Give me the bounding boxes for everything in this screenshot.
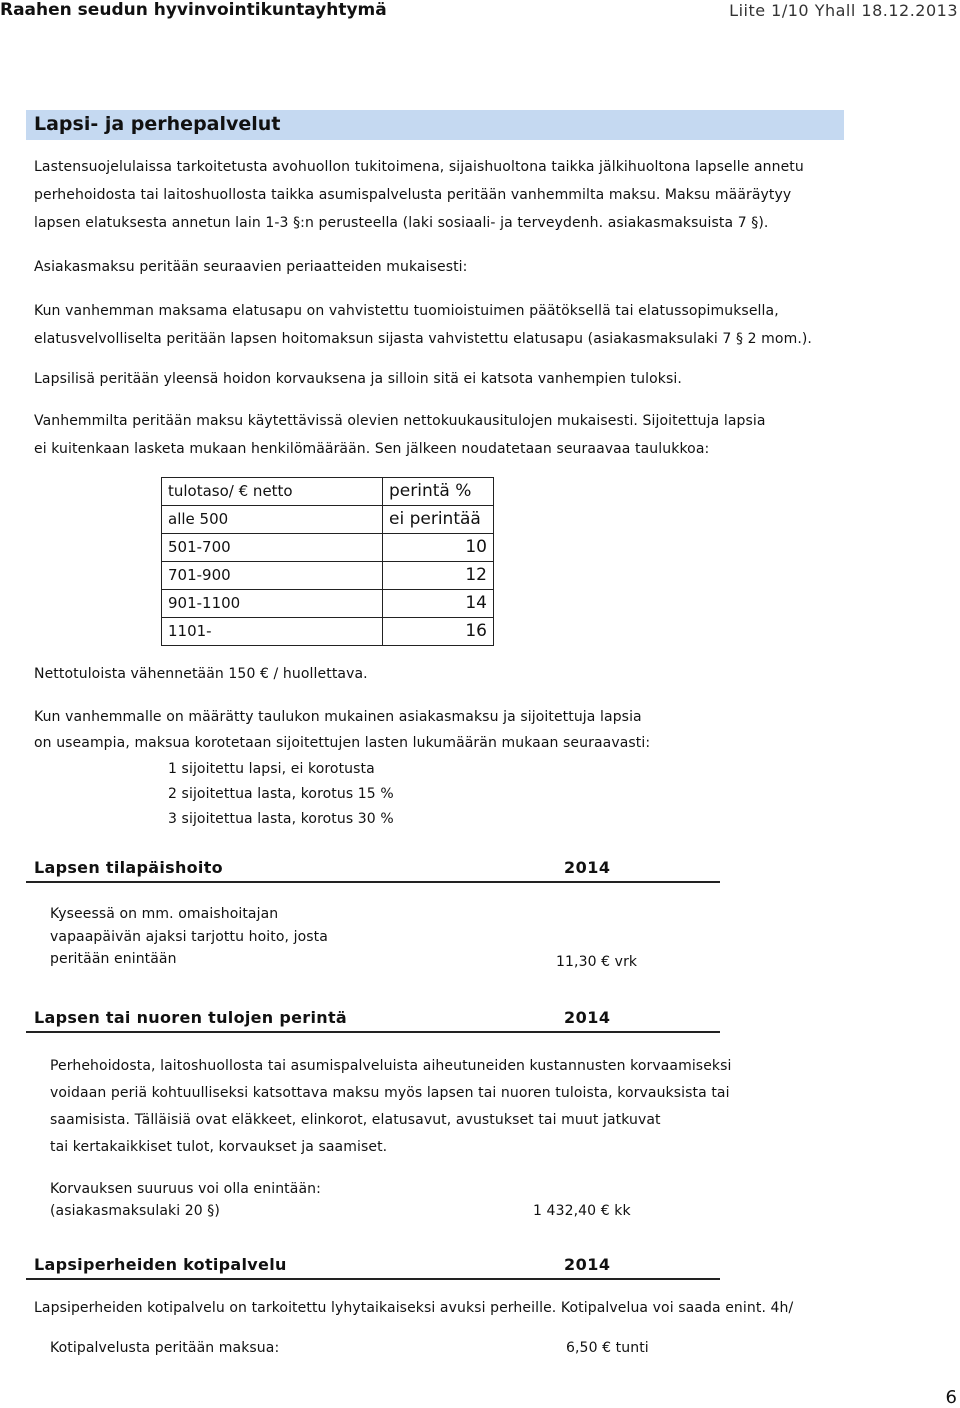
income-collection-line: tai kertakaikkiset tulot, korvaukset ja saamiset. <box>50 1139 388 1155</box>
income-collection-year: 2014 <box>564 1008 611 1027</box>
income-level: 501-700 <box>162 534 383 562</box>
deduction-text: Nettotuloista vähennetään 150 € / huollettava. <box>34 666 368 682</box>
parents-line: Vanhemmilta peritään maksu käytettävissä olevien nettokuukausitulojen mukaisesti. Sijoitettuja lapsia <box>34 413 766 429</box>
temporary-care-price: 11,30 € vrk <box>556 954 638 970</box>
home-service-fee-label: Kotipalvelusta peritään maksua: <box>50 1340 280 1356</box>
table-row <box>162 506 494 534</box>
income-collection-line: saamisista. Tälläisiä ovat eläkkeet, elinkorot, elatusavut, avustukset tai muut jatkuvat <box>50 1112 661 1128</box>
page-number: 6 <box>945 1387 957 1408</box>
section-title: Lapsi- ja perhepalvelut <box>34 113 281 135</box>
home-service-title: Lapsiperheiden kotipalvelu <box>34 1255 287 1274</box>
income-collection-line: Perhehoidosta, laitoshuollosta tai asumispalveluista aiheutuneiden kustannusten korvaamiseksi <box>50 1058 732 1074</box>
principles-text: Asiakasmaksu peritään seuraavien periaatteiden mukaisesti: <box>34 259 468 275</box>
table-row <box>162 562 494 590</box>
maintenance-line: elatusvelvolliselta peritään lapsen hoitomaksun sijasta vahvistettu elatusapu (asiakasmaksulaki 7 § 2 mom.). <box>34 331 812 347</box>
collection-rate: 12 <box>383 562 494 590</box>
table-row <box>162 534 494 562</box>
temporary-care-line: Kyseessä on mm. omaishoitajan <box>50 906 279 922</box>
collection-rate: 14 <box>383 590 494 618</box>
table-header-rate: perintä % <box>383 478 494 506</box>
maintenance-line: Kun vanhemman maksama elatusapu on vahvistettu tuomioistuimen päätöksellä tai elatussopimuksella, <box>34 303 779 319</box>
increment-item: 1 sijoitettu lapsi, ei korotusta <box>168 761 375 777</box>
table-row <box>162 590 494 618</box>
income-level: 1101- <box>162 618 383 646</box>
home-service-fee: 6,50 € tunti <box>566 1340 649 1356</box>
intro-line: perhehoidosta tai laitoshuollosta taikka asumispalvelusta peritään vanhemmilta maksu. Maksu määräytyy <box>34 187 792 203</box>
child-benefit-text: Lapsilisä peritään yleensä hoidon korvauksena ja silloin sitä ei katsota vanhempien tuloksi. <box>34 371 682 387</box>
home-service-year: 2014 <box>564 1255 611 1274</box>
collection-rate: 16 <box>383 618 494 646</box>
section-divider <box>26 881 720 883</box>
section-divider <box>26 1278 720 1280</box>
home-service-text: Lapsiperheiden kotipalvelu on tarkoitettu lyhytaikaiseksi avuksi perheille. Kotipalvelua voi saada enint. 4h/ <box>34 1300 794 1316</box>
multiple-children-line: on useampia, maksua korotetaan sijoitettujen lasten lukumäärän mukaan seuraavasti: <box>34 735 651 751</box>
income-collection-title: Lapsen tai nuoren tulojen perintä <box>34 1008 347 1027</box>
fee-table <box>161 477 494 646</box>
income-collection-line: voidaan periä kohtuulliseksi katsottava maksu myös lapsen tai nuoren tuloista, korvauksista tai <box>50 1085 730 1101</box>
temporary-care-year: 2014 <box>564 858 611 877</box>
collection-rate: 10 <box>383 534 494 562</box>
increment-item: 3 sijoitettua lasta, korotus 30 % <box>168 811 394 827</box>
table-header-row <box>162 478 494 506</box>
section-divider <box>26 1031 720 1033</box>
parents-line: ei kuitenkaan lasketa mukaan henkilömäärään. Sen jälkeen noudatetaan seuraavaa taulukkoa: <box>34 441 710 457</box>
max-compensation-amount: 1 432,40 € kk <box>533 1203 631 1219</box>
organization-name: Raahen seudun hyvinvointikuntayhtymä <box>0 0 387 20</box>
income-level: 901-1100 <box>162 590 383 618</box>
collection-rate: ei perintää <box>383 506 494 534</box>
max-compensation-line: (asiakasmaksulaki 20 §) <box>50 1203 220 1219</box>
table-row <box>162 618 494 646</box>
temporary-care-line: peritään enintään <box>50 951 177 967</box>
table-header-income: tulotaso/ € netto <box>162 478 383 506</box>
income-level: 701-900 <box>162 562 383 590</box>
temporary-care-line: vapaapäivän ajaksi tarjottu hoito, josta <box>50 929 328 945</box>
increment-item: 2 sijoitettua lasta, korotus 15 % <box>168 786 394 802</box>
attachment-reference: Liite 1/10 Yhall 18.12.2013 <box>729 1 958 20</box>
intro-line: Lastensuojelulaissa tarkoitetusta avohuollon tukitoimena, sijaishuoltona taikka jälkihuoltona lapselle annetu <box>34 159 804 175</box>
temporary-care-title: Lapsen tilapäishoito <box>34 858 223 877</box>
multiple-children-line: Kun vanhemmalle on määrätty taulukon mukainen asiakasmaksu ja sijoitettuja lapsia <box>34 709 642 725</box>
intro-line: lapsen elatuksesta annetun lain 1-3 §:n perusteella (laki sosiaali- ja terveydenh. asiakasmaksuista 7 §). <box>34 215 769 231</box>
max-compensation-line: Korvauksen suuruus voi olla enintään: <box>50 1181 321 1197</box>
income-level: alle 500 <box>162 506 383 534</box>
